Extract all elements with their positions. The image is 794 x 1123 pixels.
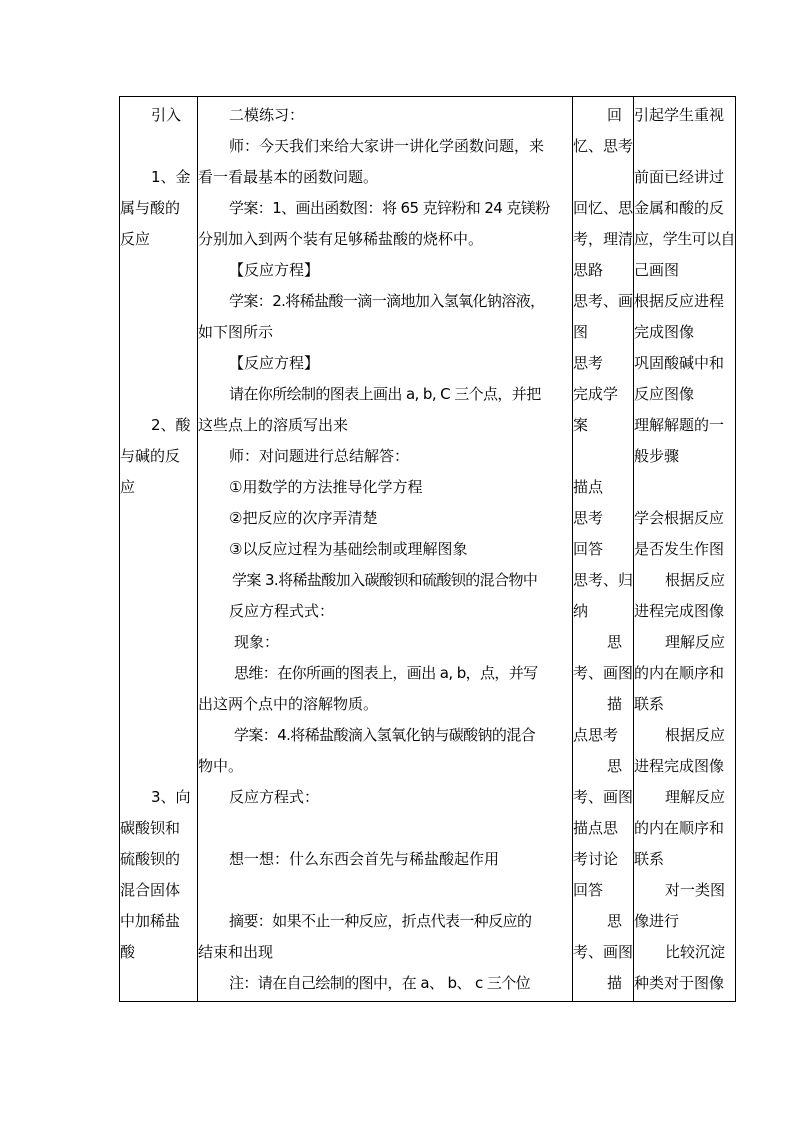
activity-line: 忆、思考 [573,137,633,155]
section-line: 2、酸 [151,416,191,434]
intent-line: 对一类图 [665,881,726,899]
intent-line: 学会根据反应 [634,509,725,527]
activity-line: 回 [607,106,623,124]
intent-line: 联系 [634,850,665,868]
activity-line: 点思考 [573,726,619,744]
intent-line: 理解反应 [665,633,726,651]
content-line: 学案：4.将稀盐酸滴入氢氧化钠与碳酸钠的混合 [234,726,536,744]
activity-line: 描点 [573,478,604,496]
content-line: ①用数学的方法推导化学方程 [229,478,423,496]
section-line [120,627,197,658]
content-line: 注：请在自己绘制的图中，在 a、 b、 c 三个位 [229,974,531,992]
content-line: 如下图所示 [198,323,274,341]
content-line: 二模练习： [229,106,305,124]
intent-line: 的内在顺序和 [634,819,725,837]
content-line: ③以反应过程为基础绘制或理解图象 [229,540,468,558]
content-column [198,97,572,1001]
design-intent-column [634,97,736,1001]
intent-line: 前面已经讲过 [634,168,725,186]
section-line: 硫酸钡的 [120,850,181,868]
content-line [198,813,572,844]
content-line: 这些点上的溶质写出来 [198,416,349,434]
intent-line: 比较沉淀 [665,943,726,961]
content-line: 学案 3.将稀盐酸加入碳酸钡和硫酸钡的混合物中 [232,571,538,589]
section-line: 属与酸的 [120,199,181,217]
content-line: 学案：2.将稀盐酸一滴一滴地加入氢氧化钠溶液， [229,292,545,310]
intent-line: 般步骤 [634,447,680,465]
section-line: 3、向 [151,788,191,806]
section-line: 应 [120,478,136,496]
activity-line: 思路 [573,261,604,279]
section-line: 引入 [151,106,182,124]
activity-line: 思 [607,633,623,651]
intent-line: 巩固酸碱中和 [634,354,725,372]
section-line [120,534,197,565]
content-line: ②把反应的次序弄清楚 [229,509,378,527]
activity-line: 描 [607,974,623,992]
content-line: 反应方程式式： [229,602,335,620]
activity-line: 回答 [573,881,604,899]
section-column [120,97,197,1001]
section-line [120,596,197,627]
intent-line: 的内在顺序和 [634,664,725,682]
intent-line: 理解解题的一 [634,416,725,434]
section-line [120,286,197,317]
section-line [120,565,197,596]
intent-line: 根据反应 [665,571,726,589]
intent-line: 是否发生作图 [634,540,725,558]
section-line [120,658,197,689]
intent-line [634,131,736,162]
lesson-plan-table [119,96,736,1002]
content-line: 请在你所绘制的图表上画出 a, b, C 三个点，并把 [229,385,541,403]
section-line [120,503,197,534]
activity-line: 纳 [573,602,589,620]
content-line: 结束和出现 [198,943,274,961]
section-line: 酸 [120,943,136,961]
content-line: 师：今天我们来给大家讲一讲化学函数问题，来 [229,137,545,155]
content-line: 想一想：什么东西会首先与稀盐酸起作用 [229,850,500,868]
intent-line: 像进行 [634,912,680,930]
activity-line [573,162,633,193]
section-line: 碳酸钡和 [120,819,181,837]
activity-line: 案 [573,416,589,434]
activity-line: 考、画图 [573,943,633,961]
content-line: 【反应方程】 [229,354,320,372]
content-line: 【反应方程】 [229,261,320,279]
intent-line: 进程完成图像 [634,757,725,775]
content-line: 物中。 [198,757,244,775]
content-line: 思维：在你所画的图表上，画出 a, b，点，并写 [234,664,538,682]
activity-line: 思考、归 [573,571,633,589]
content-line: 师：对问题进行总结解答： [229,447,410,465]
section-line [120,968,197,999]
intent-line: 根据反应进程 [634,292,725,310]
activity-line: 考、画图 [573,788,633,806]
activity-line: 思 [607,757,623,775]
activity-line: 回答 [573,540,604,558]
activity-line: 思考、画 [573,292,633,310]
content-line: 出这两个点中的溶解物质。 [198,695,379,713]
activity-line: 图 [573,323,589,341]
activity-line: 完成学 [573,385,619,403]
section-line [120,720,197,751]
student-activity-column [573,97,633,1001]
content-line: 看一看最基本的函数问题。 [198,168,379,186]
activity-line: 思 [607,912,623,930]
section-line [120,131,197,162]
intent-line: 种类对于图像 [634,974,725,992]
content-line [198,875,572,906]
intent-line: 己画图 [634,261,680,279]
intent-line: 引起学生重视 [634,106,725,124]
intent-line: 金属和酸的反 [634,199,725,217]
section-line: 与碱的反 [120,447,181,465]
content-line: 现象： [234,633,280,651]
intent-line: 进程完成图像 [634,602,725,620]
section-line: 混合固体 [120,881,181,899]
section-line: 反应 [120,230,151,248]
activity-line: 描点思 [573,819,619,837]
activity-line: 思考 [573,509,604,527]
section-line: 中加稀盐 [120,912,181,930]
content-line: 反应方程式： [229,788,320,806]
intent-line [634,472,736,503]
intent-line: 完成图像 [634,323,695,341]
intent-line: 根据反应 [665,726,726,744]
section-line: 1、金 [151,168,191,186]
activity-line [573,441,633,472]
activity-line: 考、画图 [573,664,633,682]
content-line: 摘要：如果不止一种反应，折点代表一种反应的 [229,912,532,930]
content-line: 分别加入到两个装有足够稀盐酸的烧杯中。 [198,230,484,248]
section-line [120,255,197,286]
section-line [120,348,197,379]
section-line [120,317,197,348]
content-line: 学案：1、画出函数图：将 65 克锌粉和 24 克镁粉 [229,199,550,217]
activity-line: 回忆、思 [573,199,633,217]
activity-line: 描 [607,695,623,713]
section-line [120,689,197,720]
activity-line: 思考 [573,354,604,372]
intent-line: 应，学生可以自 [634,230,735,248]
intent-line: 反应图像 [634,385,695,403]
section-line [120,751,197,782]
section-line [120,379,197,410]
intent-line: 理解反应 [665,788,726,806]
intent-line: 联系 [634,695,665,713]
activity-line: 考讨论 [573,850,619,868]
activity-line: 考，理清 [573,230,633,248]
